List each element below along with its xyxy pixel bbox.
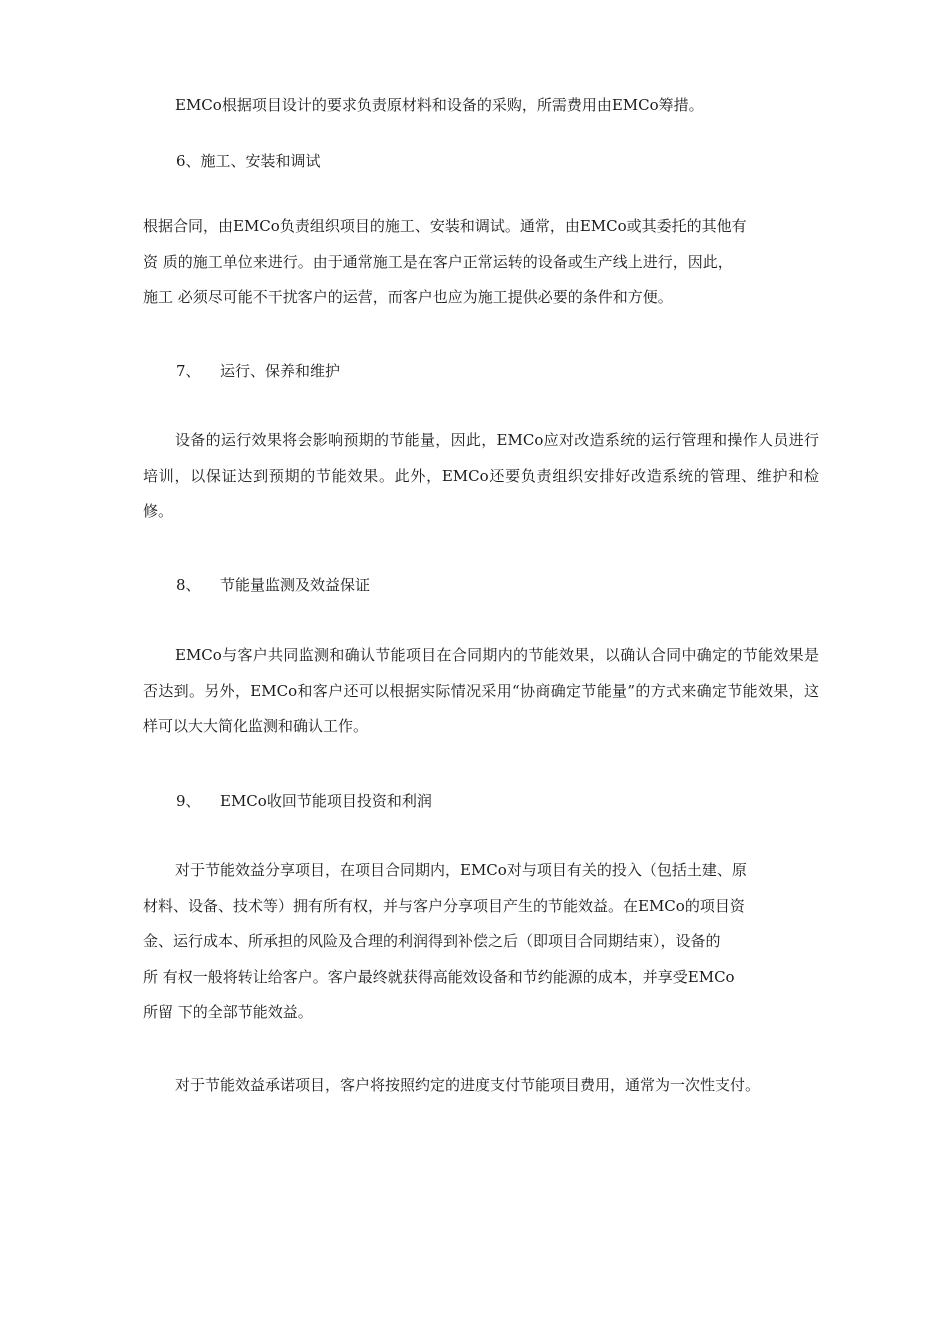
heading-number: 9、 [176, 792, 201, 810]
paragraph-line: 金、运行成本、所承担的风险及合理的利润得到补偿之后（即项目合同期结束），设备的 [143, 932, 721, 950]
paragraph-line: 对于节能效益分享项目，在项目合同期内，EMCo对与项目有关的投入（包括土建、原 [175, 861, 747, 879]
heading-number: 8、 [176, 576, 201, 594]
paragraph-line: 根据合同，由EMCo负责组织项目的施工、安装和调试。通常，由EMCo或其委托的其他有 [143, 217, 747, 235]
paragraph-construction [143, 209, 819, 316]
paragraph-line: 施工 必须尽可能不干扰客户的运营，而客户也应为施工提供必要的条件和方便。 [143, 288, 673, 306]
heading-text: EMCo收回节能项目投资和利润 [220, 792, 432, 810]
heading-construction: 6、施工、安装和调试 [176, 152, 321, 170]
heading-operation [176, 360, 340, 382]
heading-text: 运行、保养和维护 [220, 362, 341, 380]
paragraph-operation: 设备的运行效果将会影响预期的节能量，因此，EMCo应对改造系统的运行管理和操作人员进行培训，以保证达到预期的节能效果。此外，EMCo还要负责组织安排好改造系统的管理、维护和检修。 [143, 431, 819, 520]
paragraph-line: 材料、设备、技术等）拥有所有权，并与客户分享项目产生的节能效益。在EMCo的项目资 [143, 896, 745, 915]
paragraph-procurement: EMCo根据项目设计的要求负责原材料和设备的采购，所需费用由EMCo筹措。 [175, 96, 704, 114]
paragraph-line: 所留 下的全部节能效益。 [143, 1003, 313, 1021]
paragraph-line: 所 有权一般将转让给客户。客户最终就获得高能效设备和节约能源的成本，并享受EMCo [143, 967, 735, 986]
paragraph-commitment: 对于节能效益承诺项目，客户将按照约定的进度支付节能项目费用，通常为一次性支付。 [175, 1076, 761, 1094]
heading-number: 7、 [176, 362, 201, 380]
paragraph-monitoring: EMCo与客户共同监测和确认节能项目在合同期内的节能效果，以确认合同中确定的节能效果是否达到。另外，EMCo和客户还可以根据实际情况采用“协商确定节能量”的方式来确定节能效果，这样可以大大简化监测和确认工作。 [143, 646, 819, 735]
heading-monitoring [176, 574, 370, 596]
paragraph-sharing [143, 853, 819, 1031]
heading-recovery [176, 790, 432, 812]
paragraph-line: 资 质的施工单位来进行。由于通常施工是在客户正常运转的设备或生产线上进行，因此， [143, 252, 733, 271]
heading-text: 节能量监测及效益保证 [220, 576, 371, 594]
